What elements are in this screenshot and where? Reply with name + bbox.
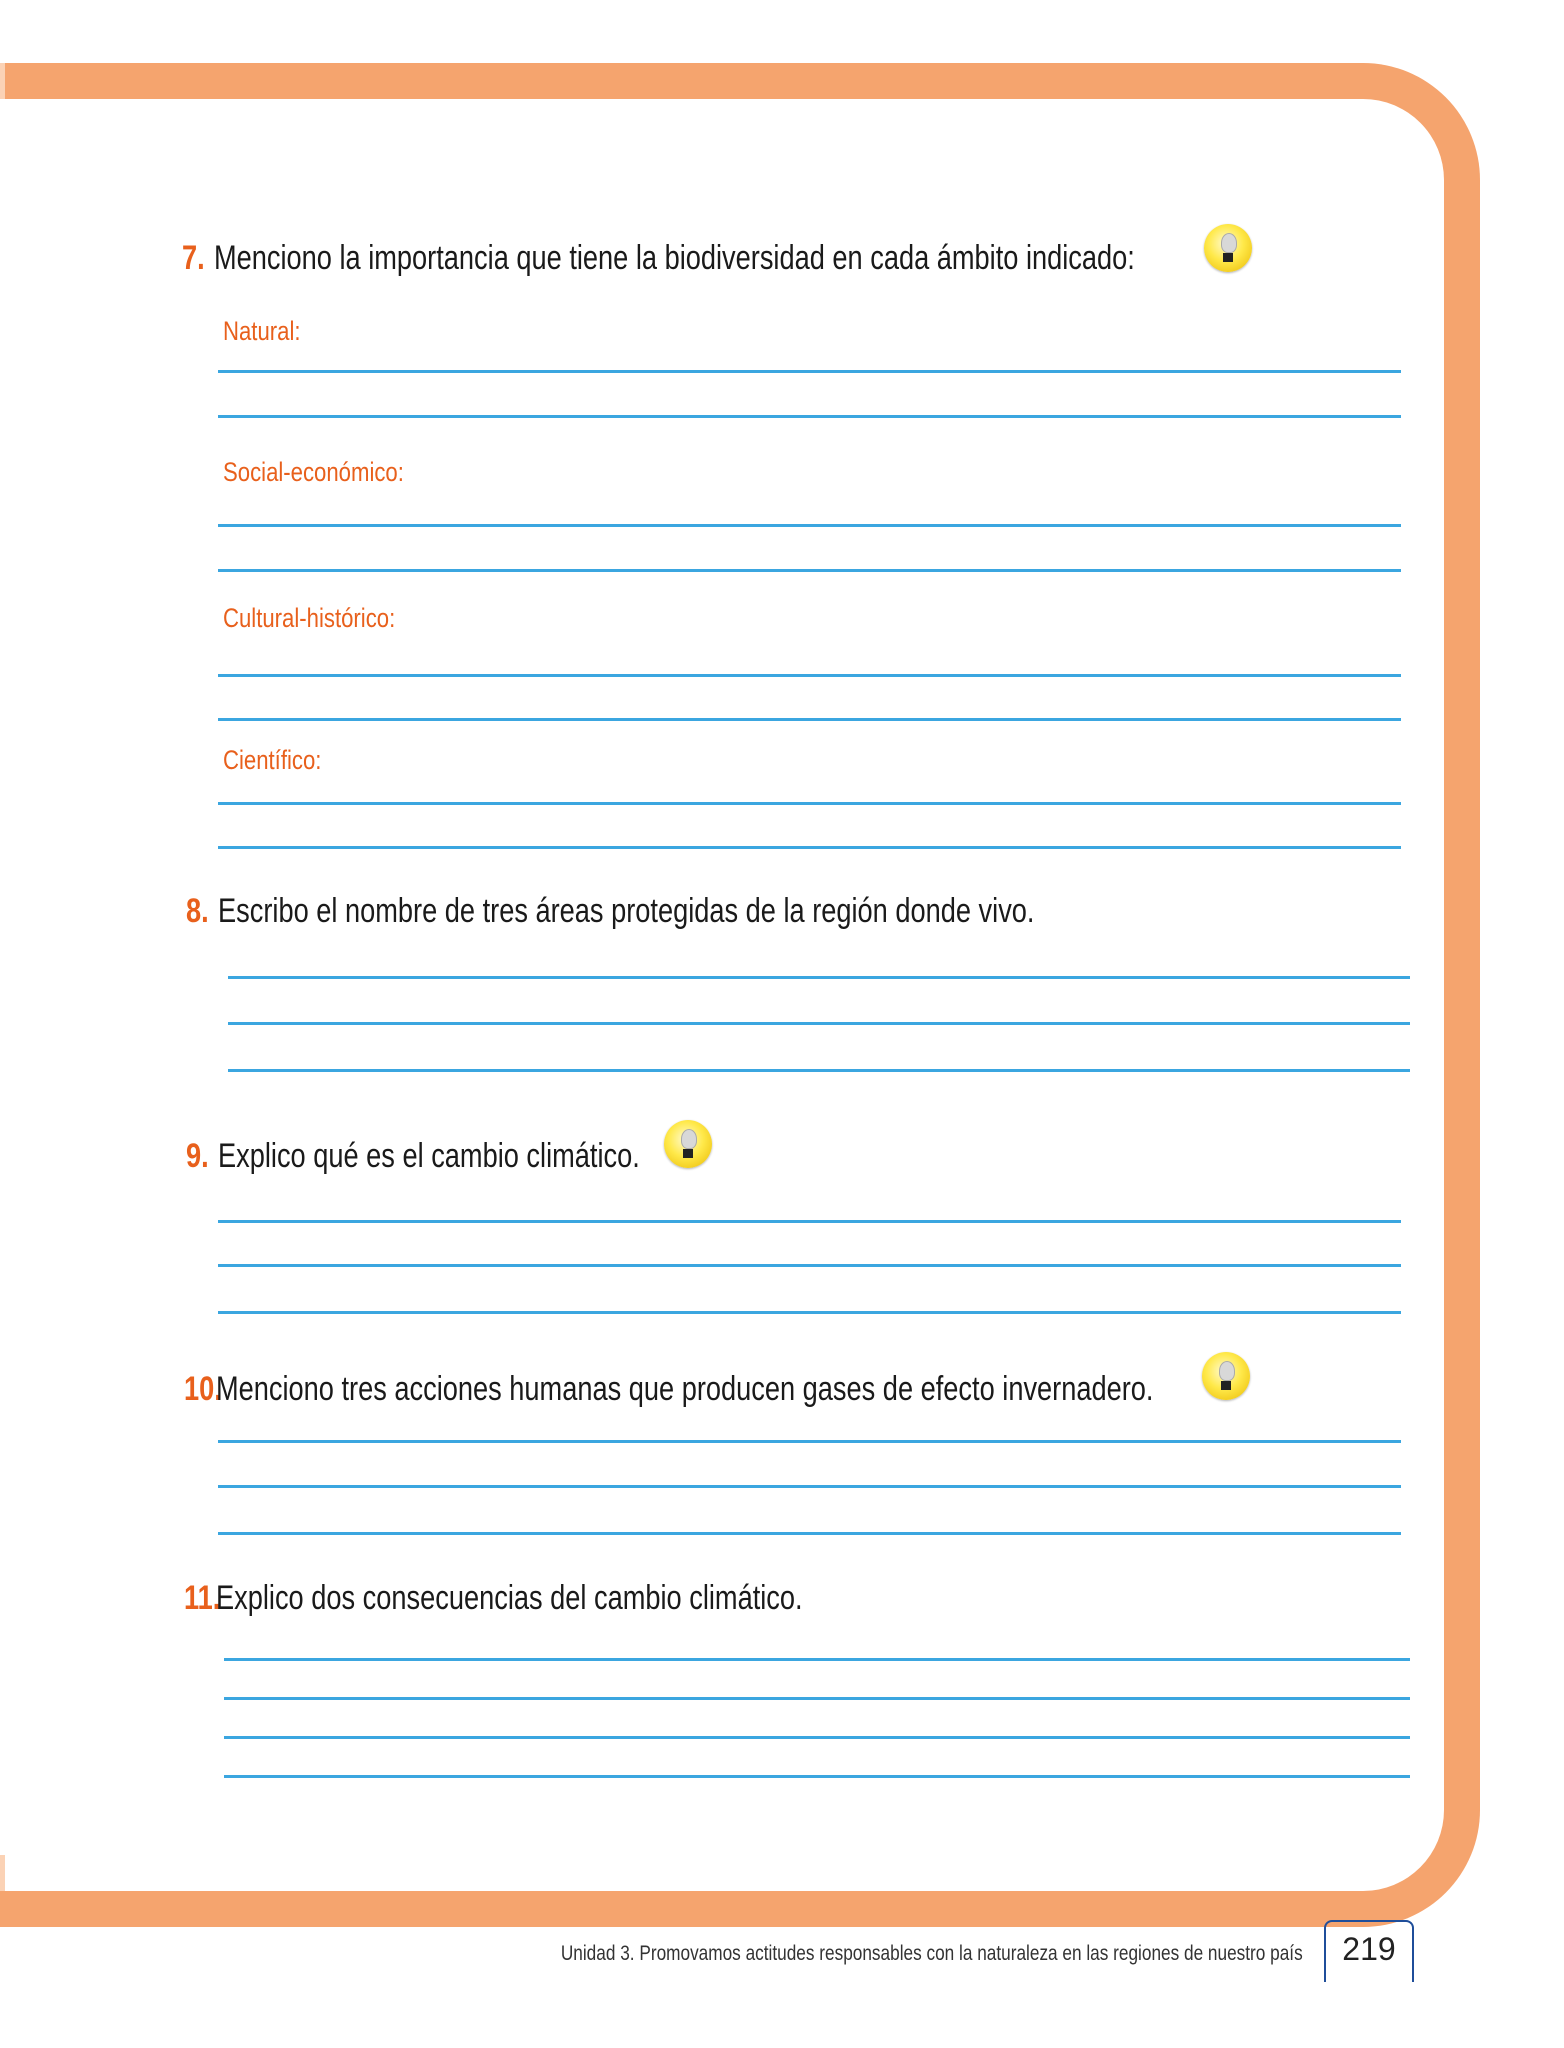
section-label-cientifico: Científico: xyxy=(223,745,322,775)
answer-line[interactable] xyxy=(218,718,1401,721)
frame-notch-top xyxy=(0,63,5,99)
answer-line[interactable] xyxy=(218,569,1401,572)
question-text: Explico dos consecuencias del cambio climático. xyxy=(216,1579,803,1617)
answer-line[interactable] xyxy=(218,1264,1401,1267)
question-11 xyxy=(184,1578,803,1618)
answer-line[interactable] xyxy=(224,1697,1410,1700)
answer-line[interactable] xyxy=(218,674,1401,677)
answer-line[interactable] xyxy=(218,1311,1401,1314)
section-label-natural: Natural: xyxy=(223,316,301,346)
section-label-cultural-historico: Cultural-histórico: xyxy=(223,603,396,633)
page-number: 219 xyxy=(1324,1920,1414,1982)
answer-line[interactable] xyxy=(228,1069,1410,1072)
question-10 xyxy=(184,1369,1153,1409)
answer-line[interactable] xyxy=(218,1440,1401,1443)
question-text: Escribo el nombre de tres áreas protegidas de la región donde vivo. xyxy=(218,892,1035,930)
answer-line[interactable] xyxy=(218,524,1401,527)
question-text: Menciono la importancia que tiene la biodiversidad en cada ámbito indicado: xyxy=(214,239,1135,277)
footer-unit-title: Unidad 3. Promovamos actitudes responsables con la naturaleza en las regiones de nuestro país xyxy=(561,1942,1303,1965)
answer-line[interactable] xyxy=(224,1736,1410,1739)
question-8 xyxy=(186,891,1034,931)
lightbulb-icon xyxy=(1204,224,1252,272)
question-9 xyxy=(186,1136,640,1176)
question-text: Explico qué es el cambio climático. xyxy=(218,1137,640,1175)
answer-line[interactable] xyxy=(218,846,1401,849)
question-number: 7. xyxy=(182,239,205,277)
question-number: 8. xyxy=(186,892,209,930)
section-label-social-economico: Social-económico: xyxy=(223,457,404,487)
question-number: 10. xyxy=(184,1370,222,1408)
answer-line[interactable] xyxy=(218,1485,1401,1488)
question-7 xyxy=(182,238,1135,278)
frame-notch-bottom xyxy=(0,1855,5,1891)
answer-line[interactable] xyxy=(228,976,1410,979)
answer-line[interactable] xyxy=(218,1220,1401,1223)
question-number: 9. xyxy=(186,1137,209,1175)
question-text: Menciono tres acciones humanas que producen gases de efecto invernadero. xyxy=(216,1370,1154,1408)
answer-line[interactable] xyxy=(224,1658,1410,1661)
answer-line[interactable] xyxy=(218,415,1401,418)
answer-line[interactable] xyxy=(228,1022,1410,1025)
answer-line[interactable] xyxy=(218,802,1401,805)
lightbulb-icon xyxy=(1202,1352,1250,1400)
answer-line[interactable] xyxy=(224,1775,1410,1778)
page-frame xyxy=(0,63,1480,1927)
lightbulb-icon xyxy=(664,1120,712,1168)
answer-line[interactable] xyxy=(218,370,1401,373)
answer-line[interactable] xyxy=(218,1532,1401,1535)
question-number: 11. xyxy=(184,1579,221,1617)
